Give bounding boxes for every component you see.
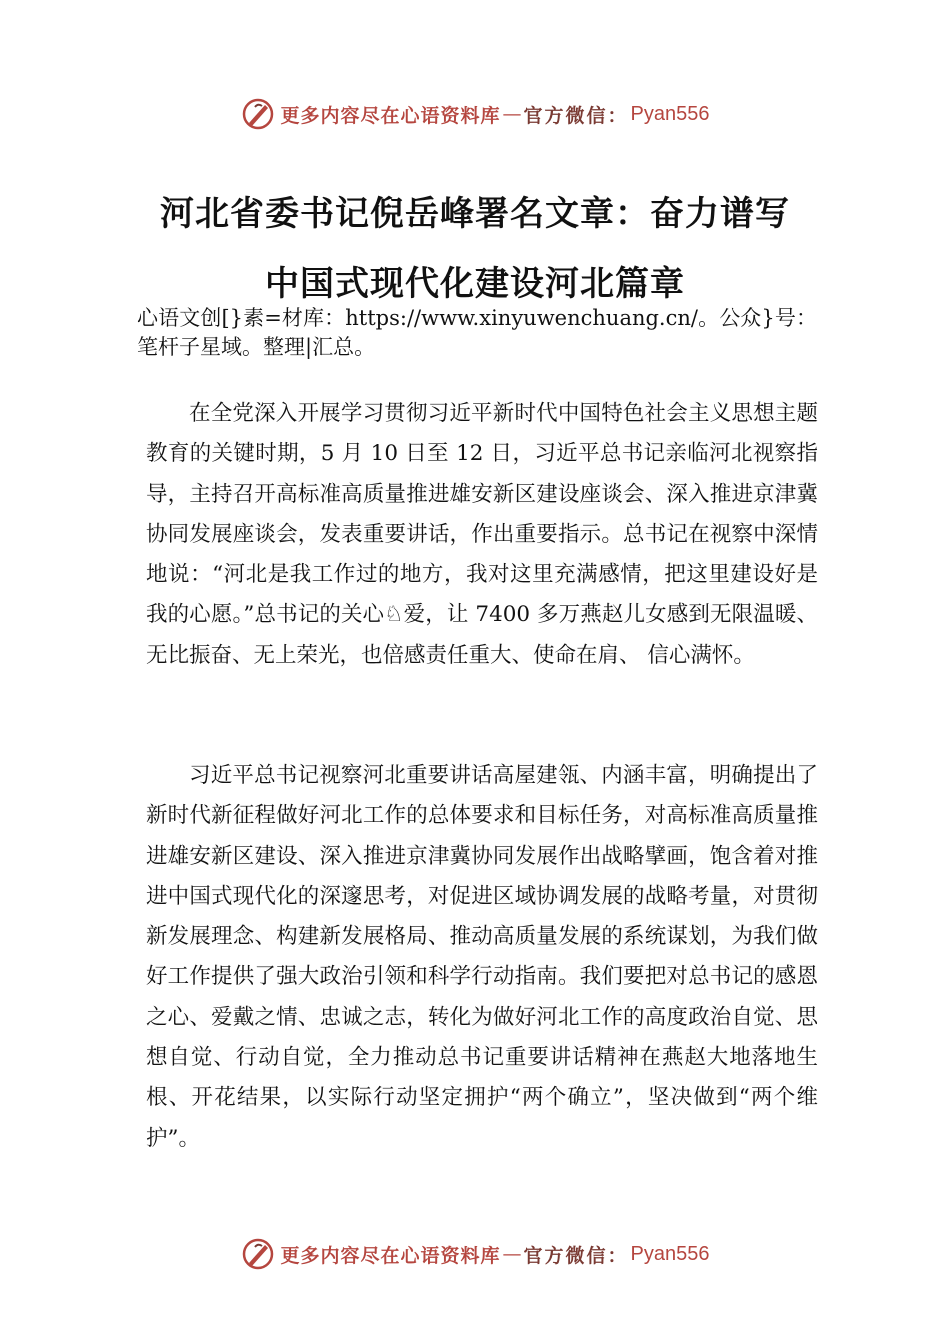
banner-wechat-label: 官方微信： bbox=[523, 1244, 629, 1267]
banner-text: 更多内容尽在心语资料库 bbox=[280, 104, 501, 127]
document-title-line1: 河北省委书记倪岳峰署名文章：奋力谱写 bbox=[160, 194, 790, 234]
banner-dash: — bbox=[502, 103, 522, 125]
pen-logo-icon bbox=[241, 1237, 275, 1271]
document-title-line2: 中国式现代化建设河北篇章 bbox=[265, 264, 685, 304]
body-paragraph-1: 在全党深入开展学习贯彻习近平新时代中国特色社会主义思想主题教育的关键时期，5 月 10 日至 12 日，习近平总书记亲临河北视察指导，主持召开高标准高质量推进雄安新区建设座谈会、深入推进京津冀协同发展座谈会，发表重要讲话，作出重要指示。总书记在视察中深情地说：“河北是我工作过的地方，我对这里充满感情，把这里建设好是我的心愿。”总书记的关心♘爱，让 7400 多万燕赵儿女感到无限温暖、无比振奋、无上荣光，也倍感责任重大、使命在肩、 信心满怀。 bbox=[146, 401, 818, 668]
header-banner bbox=[0, 92, 950, 136]
banner-wechat-id: Pyan556 bbox=[630, 1242, 710, 1265]
banner-dash: — bbox=[502, 1243, 522, 1265]
source-note: 心语文创[}素=材库：https://www.xinyuwenchuang.cn/。公众}号：笔杆子星域。整理|汇总。 bbox=[137, 306, 817, 359]
banner-wechat-label: 官方微信： bbox=[523, 104, 629, 127]
banner-wechat-id: Pyan556 bbox=[630, 102, 710, 125]
banner-text: 更多内容尽在心语资料库 bbox=[280, 1244, 501, 1267]
pen-logo-icon bbox=[241, 97, 275, 131]
body-paragraph-2: 习近平总书记视察河北重要讲话高屋建瓴、内涵丰富，明确提出了新时代新征程做好河北工作的总体要求和目标任务，对高标准高质量推进雄安新区建设、深入推进京津冀协同发展作出战略擘画，饱含着对推进中国式现代化的深邃思考，对促进区域协调发展的战略考量，对贯彻新发展理念、构建新发展格局、推动高质量发展的系统谋划，为我们做好工作提供了强大政治引领和科学行动指南。我们要把对总书记的感恩之心、爱戴之情、忠诚之志，转化为做好河北工作的高度政治自觉、思想自觉、行动自觉，全力推动总书记重要讲话精神在燕赵大地落地生根、开花结果，以实际行动坚定拥护“两个确立”，坚决做到“两个维护”。 bbox=[146, 763, 818, 1151]
footer-banner bbox=[0, 1232, 950, 1276]
